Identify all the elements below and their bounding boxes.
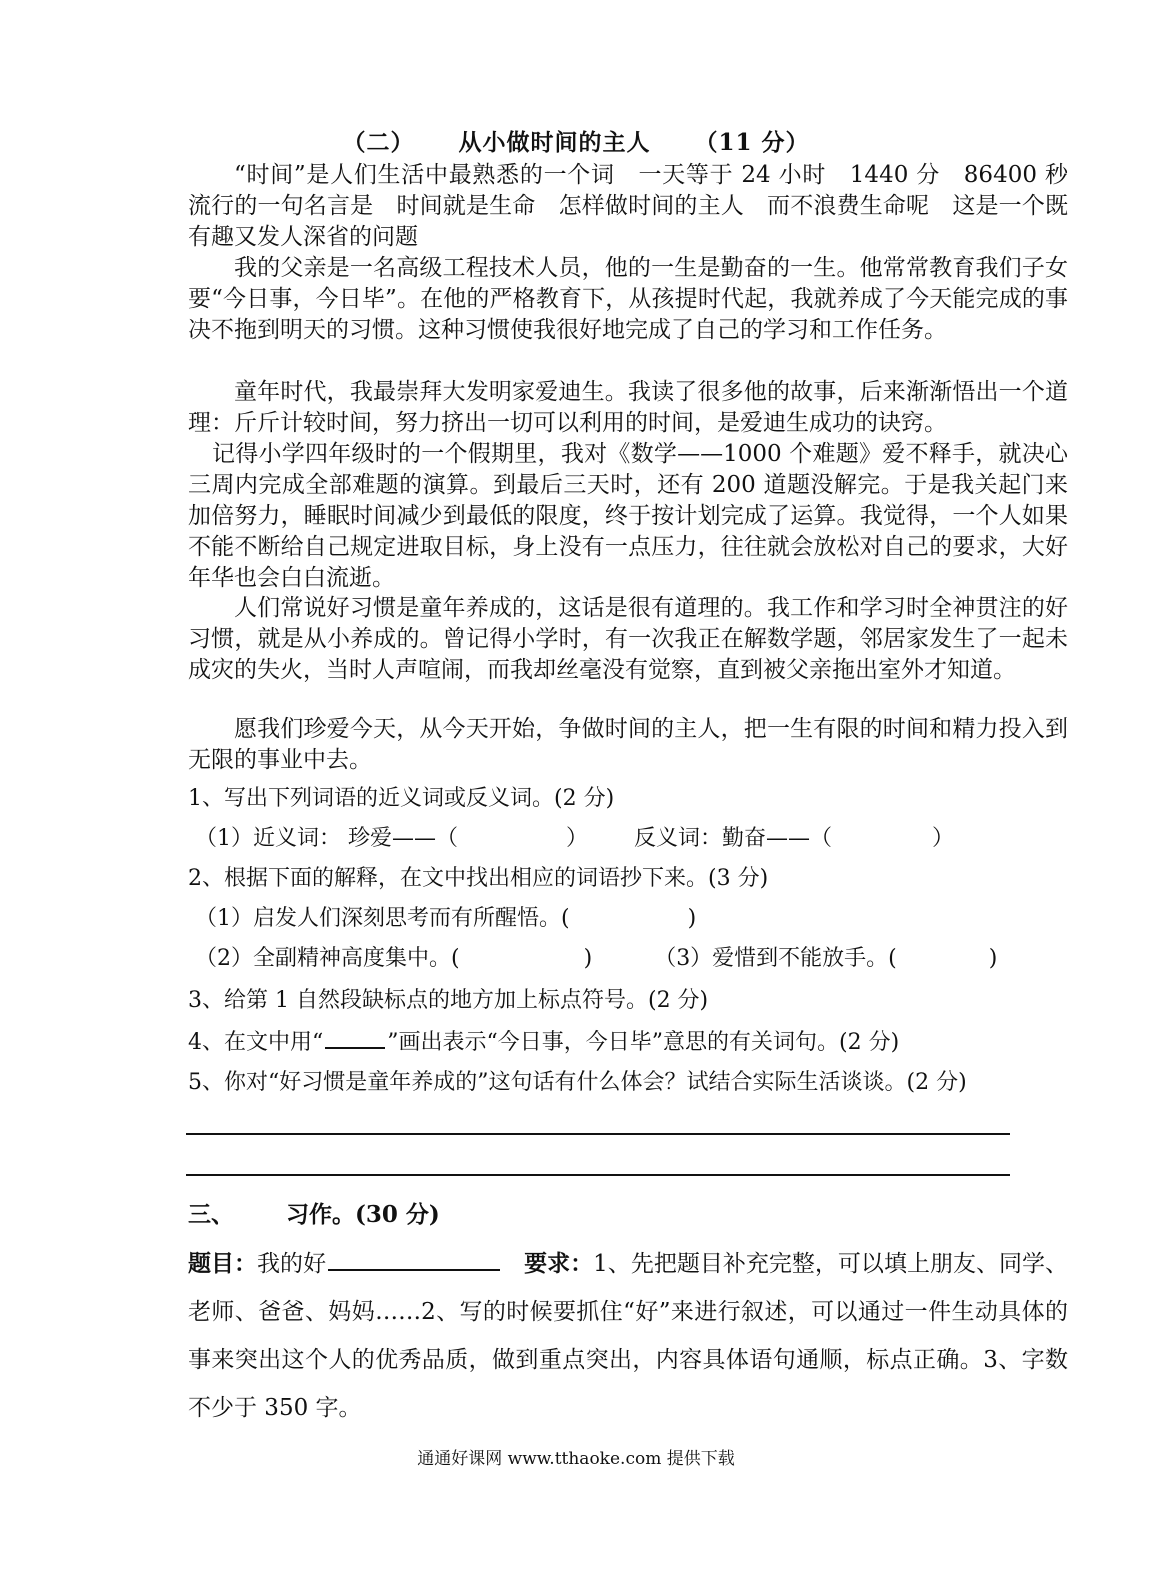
requirements-text: 1、先把题目补充完整，可以填上朋友、同学、老师、爸爸、妈妈……2、写的时候要抓住“好”来进行叙述，可以通过一件生动具体的事来突出这个人的优秀品质，做到重点突出，内容具体语句通顺，标点正确。3、字数不少于 350 字。: [188, 1251, 1069, 1421]
topic-label: 题目：: [188, 1250, 258, 1277]
q2a-close: ): [687, 906, 697, 931]
paragraph-1: “时间”是人们生活中最熟悉的一个词 一天等于 24 小时 1440 分 86400 秒 流行的一句名言是 时间就是生命 怎样做时间的主人 而不浪费生命呢 这是一个既有趣又发人深省的问题: [188, 162, 1091, 250]
question-2a: [195, 904, 1075, 934]
q2c-close: ): [988, 946, 998, 971]
question-3: 3、给第 1 自然段缺标点的地方加上标点符号。(2 分): [188, 988, 709, 1013]
paragraph-4: 记得小学四年级时的一个假期里，我对《数学——1000 个难题》爱不释手，就决心三周内完成全部难题的演算。到最后三天时，还有 200 道题没解完。于是我关起门来加倍努力，睡眠时间减少到最低的限度，终于按计划完成了运算。我觉得，一个人如果不能不断给自己规定进取目标，身上没有一点压力，往往就会放松对自己的要求，大好年华也会白白流逝。: [188, 441, 1068, 591]
question-1: 1、写出下列词语的近义词或反义词。(2 分): [188, 786, 615, 811]
paragraph-2: 我的父亲是一名高级工程技术人员，他的一生是勤奋的一生。他常常教育我们子女要“今日事，今日毕”。在他的严格教育下，从孩提时代起，我就养成了今天能完成的事决不拖到明天的习惯。这种习惯使我很好地完成了自己的学习和工作任务。: [188, 255, 1068, 343]
q4-suffix: ”画出表示“今日事，今日毕”意思的有关词句。(2 分): [387, 1030, 900, 1055]
q2b-close: ): [583, 946, 593, 971]
paragraph-6: 愿我们珍爱今天，从今天开始，争做时间的主人，把一生有限的时间和精力投入到无限的事业中去。: [188, 716, 1068, 773]
title-score: （11 分）: [694, 129, 810, 156]
passage-title: [0, 124, 1152, 157]
q1b-close: ）: [932, 826, 955, 851]
q1a-close: ）: [566, 826, 589, 851]
q1b-label: 反义词：勤奋——（: [634, 826, 833, 851]
q4-underline-sample: [325, 1027, 385, 1049]
answer-line-1[interactable]: [186, 1133, 1010, 1135]
question-2: 2、根据下面的解释，在文中找出相应的词语抄下来。(3 分): [188, 866, 769, 891]
section-3-title: 习作。(30 分): [286, 1201, 440, 1228]
q1a-label: （1）近义词： 珍爱——（: [195, 826, 458, 851]
requirements-label: 要求：: [524, 1250, 594, 1277]
footer-credit: 通通好课网 www.tthaoke.com 提供下载: [417, 1449, 735, 1469]
topic-blank[interactable]: [328, 1249, 500, 1271]
section-3-heading: [188, 1196, 440, 1229]
q2c-label: （3）爱惜到不能放手。(: [654, 946, 897, 971]
paragraph-3: 童年时代，我最崇拜大发明家爱迪生。我读了很多他的故事，后来渐渐悟出一个道理：斤斤计较时间，努力挤出一切可以利用的时间，是爱迪生成功的诀窍。: [188, 379, 1068, 436]
title-name: 从小做时间的主人: [458, 129, 651, 156]
question-5: 5、你对“好习惯是童年养成的”这句话有什么体会？试结合实际生活谈谈。(2 分): [188, 1070, 967, 1095]
paragraph-5: 人们常说好习惯是童年养成的，这话是很有道理的。我工作和学习时全神贯注的好习惯，就是从小养成的。曾记得小学时，有一次我正在解数学题，邻居家发生了一起未成灾的失火，当时人声喧闹，而我却丝毫没有觉察，直到被父亲拖出室外才知道。: [188, 595, 1068, 683]
question-2bc: [195, 944, 1075, 974]
question-4: [188, 1027, 1068, 1058]
section-3-number: 三、: [188, 1201, 234, 1228]
essay-prompt: [188, 1240, 1068, 1432]
q2a-label: （1）启发人们深刻思考而有所醒悟。(: [195, 906, 570, 931]
topic-text: 我的好: [257, 1251, 327, 1277]
answer-line-2[interactable]: [186, 1174, 1010, 1176]
question-1-items: [195, 824, 1075, 854]
q4-prefix: 4、在文中用“: [188, 1030, 324, 1055]
title-number: （二）: [342, 129, 415, 156]
q2b-label: （2）全副精神高度集中。(: [195, 946, 460, 971]
